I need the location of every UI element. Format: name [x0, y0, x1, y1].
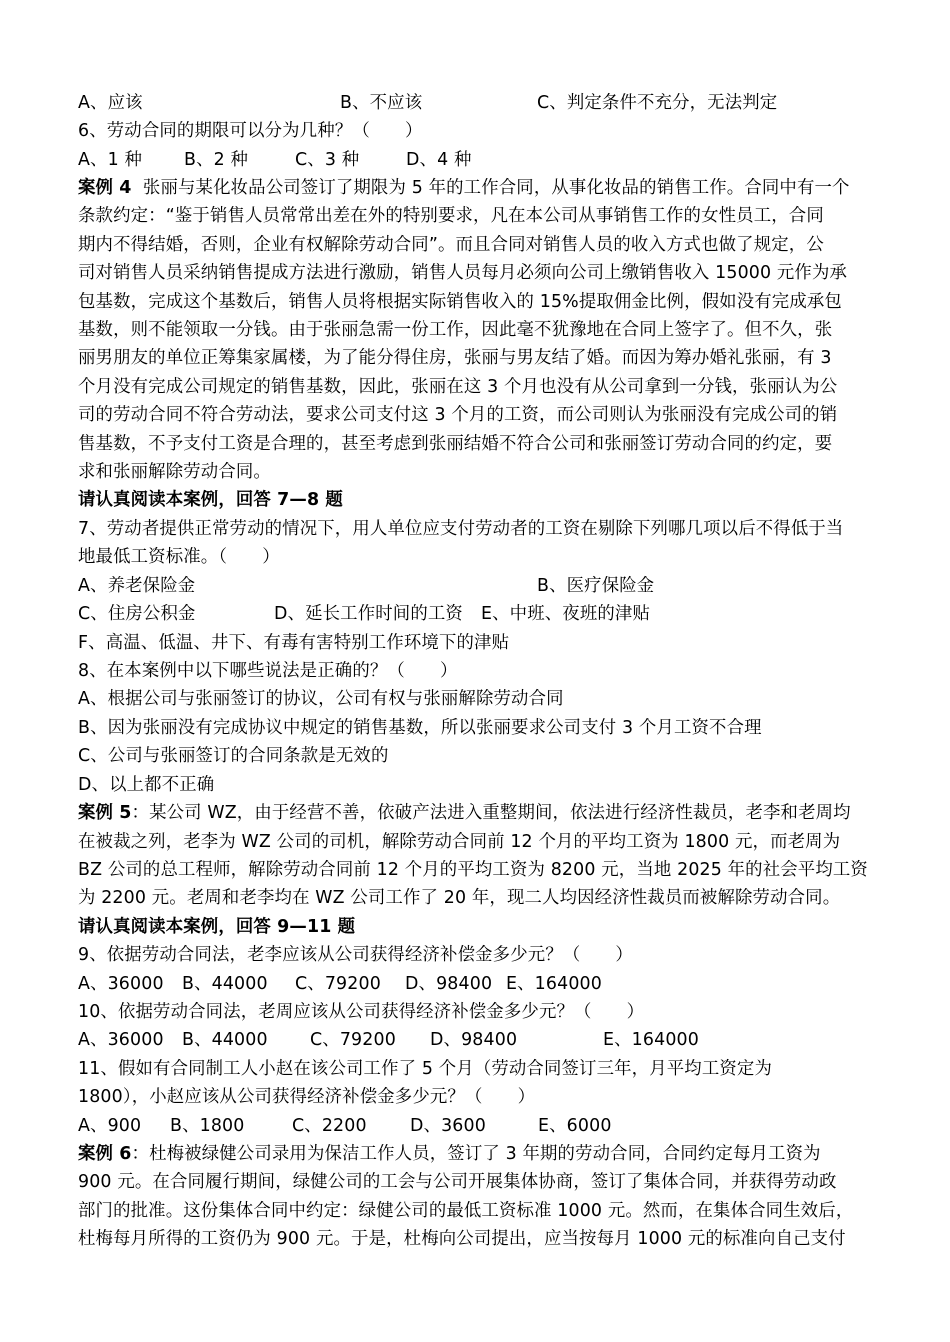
case6-line-3: 部门的批准。这份集体合同中约定：绿健公司的最低工资标准 1000 元。然而，在集体合同生效后，	[78, 1201, 854, 1221]
q7-option-c: C、住房公积金	[78, 604, 196, 624]
q6-option-a: A、1 种	[78, 150, 143, 170]
q9-option-e: E、164000	[506, 974, 602, 994]
case4-line-11: 求和张丽解除劳动合同。	[78, 462, 271, 482]
q11-option-c: C、2200	[292, 1116, 367, 1136]
case5-line-3: BZ 公司的总工程师，解除劳动合同前 12 个月的平均工资为 8200 元，当地 2025 年的社会平均工资	[78, 860, 868, 880]
case5-line-2: 在被裁之列，老李为 WZ 公司的司机，解除劳动合同前 12 个月的平均工资为 1800 元，而老周为	[78, 832, 841, 852]
q8-option-c: C、公司与张丽签订的合同条款是无效的	[78, 746, 389, 766]
q6-question: 6、劳动合同的期限可以分为几种？（ ）	[78, 121, 423, 141]
q10-option-c: C、79200	[310, 1030, 396, 1050]
case4-line-5: 包基数，完成这个基数后，销售人员将根据实际销售收入的 15%提取佣金比例，假如没有完成承包	[78, 292, 842, 312]
q7-question-line-1: 7、劳动者提供正常劳动的情况下，用人单位应支付劳动者的工资在剔除下列哪几项以后不得低于当	[78, 519, 844, 539]
q9-option-d: D、98400	[405, 974, 493, 994]
q9-option-a: A、36000	[78, 974, 164, 994]
q11-option-e: E、6000	[538, 1116, 612, 1136]
q6-option-b: B、2 种	[184, 150, 249, 170]
q5-option-c: C、判定条件不充分，无法判定	[537, 93, 778, 113]
case5-label: 案例 5	[78, 803, 132, 823]
case4-line-6: 基数，则不能领取一分钱。由于张丽急需一份工作，因此毫不犹豫地在合同上签字了。但不久，张	[78, 320, 833, 340]
q8-option-a: A、根据公司与张丽签订的协议，公司有权与张丽解除劳动合同	[78, 689, 564, 709]
q7-option-f: F、高温、低温、井下、有毒有害特别工作环境下的津贴	[78, 633, 510, 653]
q7-option-e: E、中班、夜班的津贴	[481, 604, 651, 624]
q7-option-b: B、医疗保险金	[537, 576, 655, 596]
case4-line-10: 售基数，不予支付工资是合理的，甚至考虑到张丽结婚不符合公司和张丽签订劳动合同的约定，要	[78, 434, 833, 454]
q7-question-line-2: 地最低工资标准。（ ）	[78, 547, 280, 567]
q9-question: 9、依据劳动合同法，老李应该从公司获得经济补偿金多少元？（ ）	[78, 945, 633, 965]
case4-label: 案例 4	[78, 178, 132, 198]
q11-option-d: D、3600	[410, 1116, 486, 1136]
q6-option-c: C、3 种	[295, 150, 360, 170]
case4-line-9: 司的劳动合同不符合劳动法，要求公司支付这 3 个月的工资，而公司则认为张丽没有完成公司的销	[78, 405, 838, 425]
case4-line-7: 丽男朋友的单位正筹集家属楼，为了能分得住房，张丽与男友结了婚。而因为筹办婚礼张丽，有 3	[78, 348, 832, 368]
q10-option-b: B、44000	[182, 1030, 268, 1050]
q5-option-a: A、应该	[78, 93, 143, 113]
case4-text-1: 张丽与某化妆品公司签订了期限为 5 年的工作合同，从事化妆品的销售工作。合同中有一个	[142, 178, 850, 198]
q10-question: 10、依据劳动合同法，老周应该从公司获得经济补偿金多少元？（ ）	[78, 1002, 645, 1022]
q10-option-a: A、36000	[78, 1030, 164, 1050]
q8-option-b: B、因为张丽没有完成协议中规定的销售基数，所以张丽要求公司支付 3 个月工资不合理	[78, 718, 762, 738]
case4-line-8: 个月没有完成公司规定的销售基数，因此，张丽在这 3 个月也没有从公司拿到一分钱，张丽认为公	[78, 377, 838, 397]
case4-line-4: 司对销售人员采纳销售提成方法进行激励，销售人员每月必须向公司上缴销售收入 15000 元作为承	[78, 263, 848, 283]
q11-option-b: B、1800	[170, 1116, 245, 1136]
case4-line-1	[78, 174, 850, 202]
case6-line-2: 900 元。在合同履行期间，绿健公司的工会与公司开展集体协商，签订了集体合同，并获得劳动政	[78, 1172, 837, 1192]
q7-option-a: A、养老保险金	[78, 576, 196, 596]
q10-option-e: E、164000	[603, 1030, 699, 1050]
case6-line-1	[78, 1140, 821, 1168]
q7-option-d: D、延长工作时间的工资	[274, 604, 463, 624]
case5-instruction: 请认真阅读本案例，回答 9—11 题	[78, 917, 356, 937]
q10-option-d: D、98400	[430, 1030, 518, 1050]
case6-text-1: ：杜梅被绿健公司录用为保洁工作人员，签订了 3 年期的劳动合同，合同约定每月工资为	[131, 1144, 821, 1164]
case6-label: 案例 6	[78, 1144, 132, 1164]
q5-option-b: B、不应该	[340, 93, 423, 113]
q9-option-b: B、44000	[182, 974, 268, 994]
q9-option-c: C、79200	[295, 974, 381, 994]
case5-text-1: ：某公司 WZ，由于经营不善，依破产法进入重整期间，依法进行经济性裁员，老李和老周均	[131, 803, 851, 823]
case6-line-4: 杜梅每月所得的工资仍为 900 元。于是，杜梅向公司提出，应当按每月 1000 元的标准向自己支付	[78, 1229, 846, 1249]
q8-question: 8、在本案例中以下哪些说法是正确的？（ ）	[78, 661, 458, 681]
case4-line-2: 条款约定：“鉴于销售人员常常出差在外的特别要求，凡在本公司从事销售工作的女性员工，合同	[78, 206, 824, 226]
case5-line-1	[78, 799, 851, 827]
case5-line-4: 为 2200 元。老周和老李均在 WZ 公司工作了 20 年，现二人均因经济性裁员而被解除劳动合同。	[78, 888, 841, 908]
q11-question-line-1: 11、假如有合同制工人小赵在该公司工作了 5 个月（劳动合同签订三年，月平均工资定为	[78, 1059, 773, 1079]
q8-option-d: D、以上都不正确	[78, 775, 215, 795]
q6-option-d: D、4 种	[406, 150, 472, 170]
q11-option-a: A、900	[78, 1116, 142, 1136]
q11-question-line-2: 1800），小赵应该从公司获得经济补偿金多少元？（ ）	[78, 1087, 536, 1107]
case4-line-3: 期内不得结婚，否则，企业有权解除劳动合同”。而且合同对销售人员的收入方式也做了规定，公	[78, 235, 824, 255]
case4-instruction: 请认真阅读本案例，回答 7—8 题	[78, 490, 343, 510]
